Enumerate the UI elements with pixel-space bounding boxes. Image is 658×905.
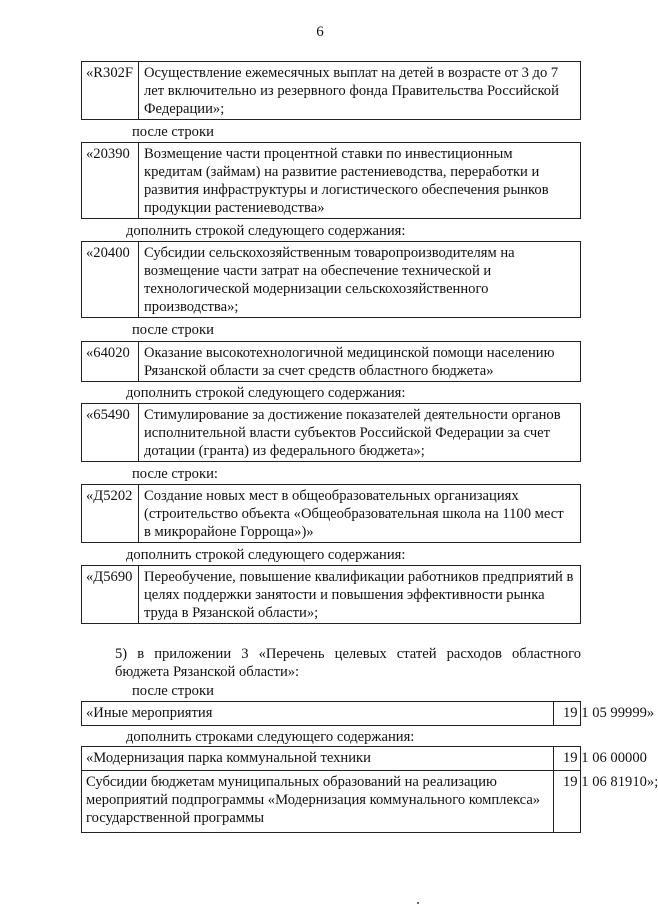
row-code: «20400 — [82, 242, 139, 317]
scan-speck — [417, 902, 419, 904]
row-code: 19 1 05 99999» — [563, 705, 655, 721]
code-row-20400 — [81, 241, 581, 318]
note-add-rows: дополнить строками следующего содержания: — [126, 729, 415, 745]
column-divider — [553, 702, 554, 725]
code-row-d5202 — [81, 484, 581, 543]
row-code: «R302F — [82, 62, 139, 119]
note-add-row: дополнить строкой следующего содержания: — [126, 385, 406, 401]
row-name: «Иные мероприятия — [86, 705, 213, 721]
row-name: «Модернизация парка коммунальной техники — [86, 750, 371, 766]
note-after-row: после строки — [132, 683, 214, 699]
item-5-paragraph: 5) в приложении 3 «Перечень целевых статей расходов областного бюджета Рязанской области»: — [115, 646, 581, 680]
row-description: Оказание высокотехнологичной медицинской помощи населению Рязанской области за счет средств областного бюджета» — [144, 345, 555, 379]
note-add-row: дополнить строкой следующего содержания: — [126, 547, 406, 563]
code-row-r302f — [81, 61, 581, 120]
row-code: «Д5202 — [82, 485, 139, 542]
row-description: Осуществление ежемесячных выплат на детей в возрасте от 3 до 7 лет включительно из резервного фонда Правительства Российской Федерации»; — [144, 65, 559, 117]
table-row — [81, 770, 658, 833]
code-row-d5690 — [81, 565, 581, 624]
code-row-20390 — [81, 142, 581, 219]
row-description: Возмещение части процентной ставки по инвестиционным кредитам (займам) на развитие растениеводства, переработки и развития инфраструктуры и логистического обеспечения рынков продукции растениеводства» — [144, 146, 549, 216]
row-description: Субсидии сельскохозяйственным товаропроизводителям на возмещение части затрат на обеспечение технической и технологической модернизации сельскохозяйственного производства»; — [144, 245, 515, 315]
note-after-row: после строки — [132, 322, 214, 338]
note-add-row: дополнить строкой следующего содержания: — [126, 223, 406, 239]
table-row — [81, 746, 647, 771]
code-row-64020 — [81, 341, 581, 382]
page-number: 6 — [316, 24, 324, 40]
row-code: «Д5690 — [82, 566, 139, 623]
row-code: «64020 — [82, 342, 139, 381]
code-row-65490 — [81, 403, 581, 462]
row-code: «20390 — [82, 143, 139, 218]
table-row — [81, 701, 655, 726]
row-code: 19 1 06 00000 — [563, 750, 647, 766]
column-divider — [553, 771, 554, 832]
note-after-row: после строки — [132, 124, 214, 140]
row-code: «65490 — [82, 404, 139, 461]
row-code: 19 1 06 81910»; — [563, 774, 658, 790]
note-after-row: после строки: — [132, 466, 218, 482]
column-divider — [553, 747, 554, 770]
row-description: Создание новых мест в общеобразовательных организациях (строительство объекта «Общеобразовательная школа на 1100 мест в микрорайоне Горроща»)» — [144, 488, 564, 540]
row-name: Субсидии бюджетам муниципальных образований на реализацию мероприятий подпрограммы «Модернизация коммунального комплекса» государственной программы — [86, 774, 541, 826]
row-description: Переобучение, повышение квалификации работников предприятий в целях поддержки занятости и повышения эффективности рынка труда в Рязанской области»; — [144, 569, 574, 621]
row-description: Стимулирование за достижение показателей деятельности органов исполнительной власти субъектов Российской Федерации за счет дотации (гранта) из федерального бюджета»; — [144, 407, 561, 459]
